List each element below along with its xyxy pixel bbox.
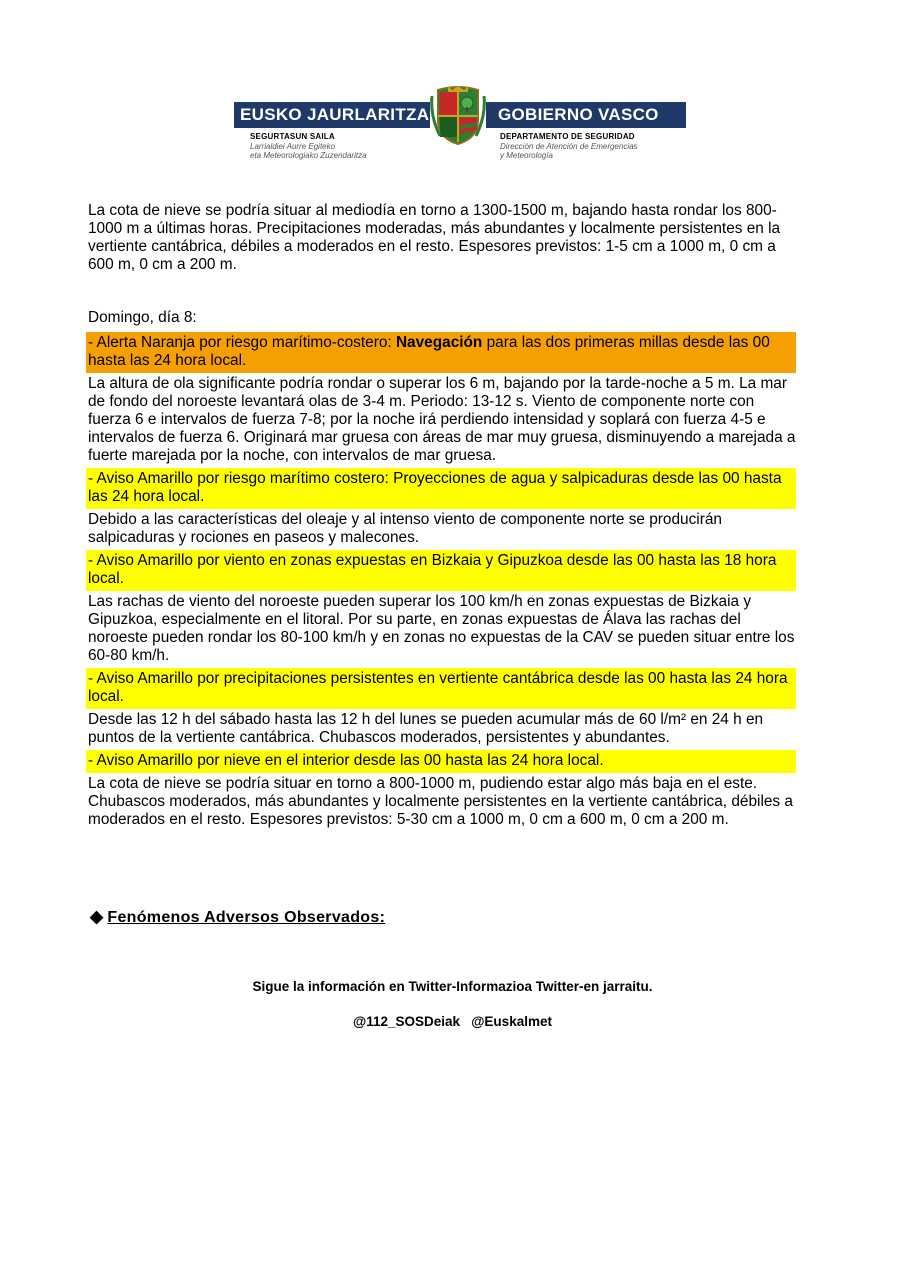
yellow-alert-3-description: Desde las 12 h del sábado hasta las 12 h del lunes se pueden acumular más de 60 l/m² en 24 h en puntos de la vertiente cantábrica. Chubascos moderados, persistentes y abundantes. (88, 711, 764, 746)
yellow-alert-1-description: Debido a las características del oleaje y al intenso viento de componente norte se producirán salpicaduras y rociones en paseos y malecones. (88, 511, 722, 546)
departamento-seguridad-label: DEPARTAMENTO DE SEGURIDAD (500, 132, 635, 141)
gobierno-vasco-title: GOBIERNO VASCO (486, 102, 686, 128)
day-heading: Domingo, día 8: (88, 309, 197, 326)
yellow-alert-3-title: - Aviso Amarillo por precipitaciones persistentes en vertiente cantábrica desde las 00 hasta las 24 hora local. (86, 668, 796, 709)
department-left (250, 132, 367, 161)
basque-coat-of-arms-icon (430, 86, 486, 146)
orange-alert-suffix: para las dos primeras millas desde las 00 hasta las 24 hora local. (88, 334, 770, 369)
yellow-alert-2-title: - Aviso Amarillo por viento en zonas expuestas en Bizkaia y Gipuzkoa desde las 00 hasta las 18 hora local. (86, 550, 796, 591)
yellow-alert-2-description: Las rachas de viento del noroeste pueden superar los 100 km/h en zonas expuestas de Bizkaia y Gipuzkoa, especialmente en el litoral. Por su parte, en zonas expuestas de Álava las rachas del noroeste pueden rondar los 80-100 km/h y en zonas no expuestas de la CAV se pueden situar entre los 60-80 km/h. (88, 593, 795, 664)
eusko-jaurlaritza-title: EUSKO JAURLARITZA (234, 102, 430, 128)
yellow-alert-4-title: - Aviso Amarillo por nieve en el interior desde las 00 hasta las 24 hora local. (86, 750, 796, 773)
department-left-sub2: eta Meteorologiako Zuzendaritza (250, 151, 367, 160)
department-right-sub1: Dirección de Atención de Emergencias (500, 141, 638, 151)
orange-alert-title (86, 332, 796, 373)
twitter-handles-line: @112_SOSDeiak @Euskalmet (353, 1014, 552, 1029)
department-right (500, 132, 638, 161)
orange-alert-bold: Navegación (395, 334, 483, 351)
segurtasun-saila-label: SEGURTASUN SAILA (250, 132, 335, 141)
department-right-sub2: y Meteorología (500, 151, 553, 160)
intro-section (88, 202, 796, 274)
observed-phenomena-title: Fenómenos Adversos Observados: (107, 909, 386, 926)
orange-alert-prefix: - Alerta Naranja por riesgo marítimo-costero: (88, 334, 396, 351)
intro-paragraph: La cota de nieve se podría situar al mediodía en torno a 1300-1500 m, bajando hasta rondar los 800-1000 m a últimas horas. Precipitaciones moderadas, más abundantes y localmente persistentes en la vertiente cantábrica, débiles a moderados en el resto. Espesores previstos: 1-5 cm a 1000 m, 0 cm a 600 m, 0 cm a 200 m. (88, 202, 781, 273)
diamond-bullet-icon: ◆ (90, 907, 104, 926)
letterhead (234, 86, 686, 166)
yellow-alert-4-description: La cota de nieve se podría situar en torno a 800-1000 m, pudiendo estar algo más baja en el este. Chubascos moderados, más abundantes y localmente persistentes en la vertiente cantábrica, débiles a moderados en el resto. Espesores previstos: 5-30 cm a 1000 m, 0 cm a 600 m, 0 cm a 200 m. (88, 775, 793, 828)
yellow-alert-1-title: - Aviso Amarillo por riesgo marítimo costero: Proyecciones de agua y salpicaduras desde las 00 hasta las 24 hora local. (86, 468, 796, 509)
day-section (88, 309, 796, 832)
twitter-info-line: Sigue la información en Twitter-Informazioa Twitter-en jarraitu. (252, 979, 653, 994)
department-left-sub1: Larrialdiei Aurre Egiteko (250, 141, 336, 151)
orange-alert-description: La altura de ola significante podría rondar o superar los 6 m, bajando por la tarde-noche a 5 m. La mar de fondo del noroeste levantará olas de 3-4 m. Periodo: 13-12 s. Viento de componente norte con fuerza 6 e intervalos de fuerza 7-8; por la noche irá perdiendo intensidad y soplará con fuerza 4-5 e intervalos de fuerza 6. Originará mar gruesa con áreas de mar muy gruesa, disminuyendo a marejada a fuerte marejada por la noche, con intervalos de mar gruesa. (88, 375, 796, 464)
observed-phenomena-heading (90, 907, 385, 927)
